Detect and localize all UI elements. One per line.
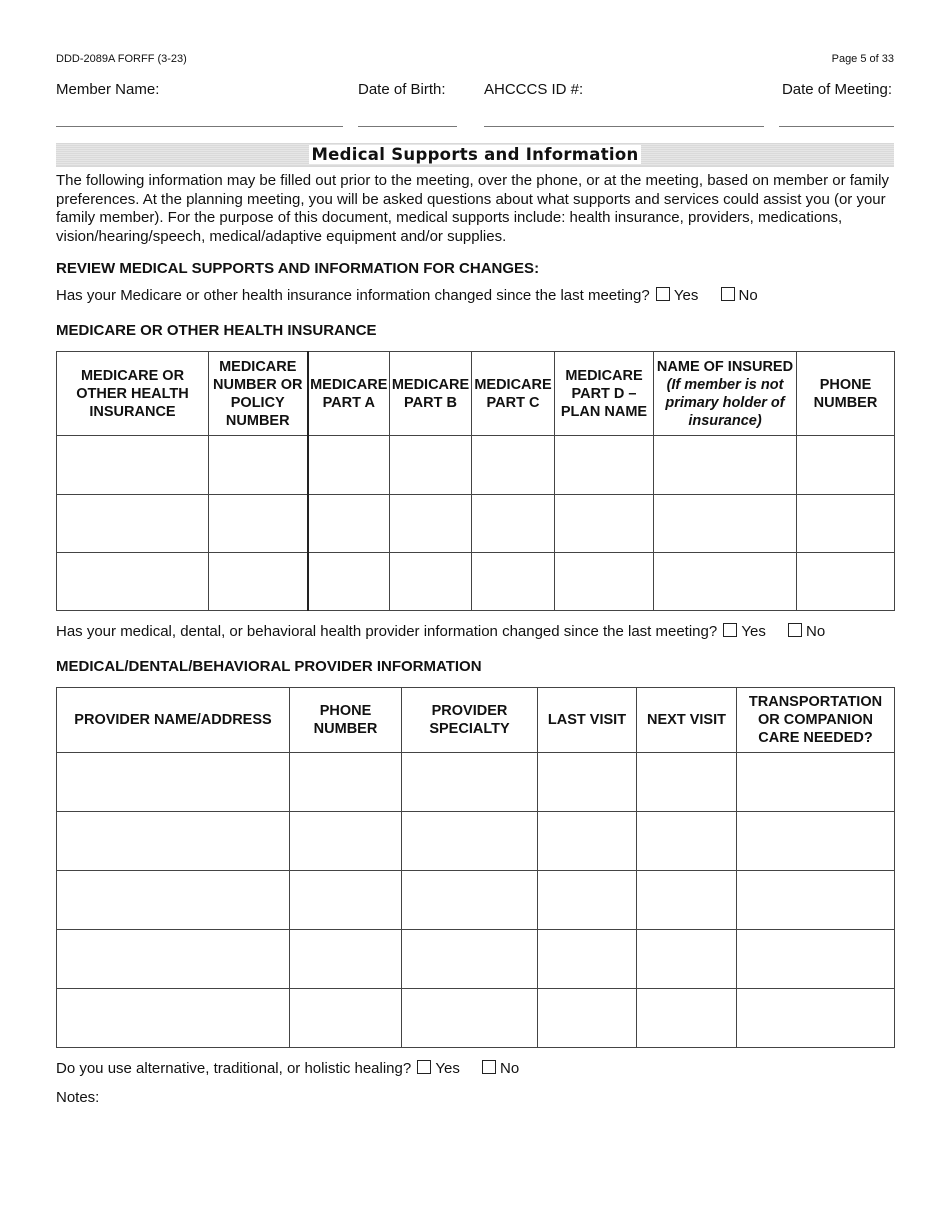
table-cell[interactable] [57, 553, 209, 611]
table-cell[interactable] [308, 436, 390, 495]
table-cell[interactable] [390, 553, 472, 611]
table-cell[interactable] [737, 989, 895, 1048]
col-next-visit: NEXT VISIT [637, 688, 737, 753]
date-of-birth-label: Date of Birth: [358, 81, 446, 98]
review-heading: REVIEW MEDICAL SUPPORTS AND INFORMATION FOR CHANGES: [56, 260, 540, 277]
question-provider-changed [56, 623, 825, 640]
question-provider-text: Has your medical, dental, or behavioral health provider information changed since the last meeting? [56, 623, 718, 640]
table-cell[interactable] [472, 553, 555, 611]
table-cell[interactable] [209, 495, 308, 553]
insurance-table [56, 351, 895, 611]
table-cell[interactable] [290, 930, 402, 989]
name-of-insured-note: (If member is not primary holder of insurance) [665, 376, 785, 429]
table-cell[interactable] [737, 930, 895, 989]
table-cell[interactable] [797, 553, 895, 611]
alternative-no-label: No [500, 1060, 520, 1077]
table-row [57, 871, 895, 930]
table-cell[interactable] [390, 436, 472, 495]
table-row [57, 753, 895, 812]
alternative-yes-option[interactable] [415, 1060, 459, 1077]
table-cell[interactable] [538, 753, 637, 812]
question-alternative-text: Do you use alternative, traditional, or holistic healing? [56, 1060, 412, 1077]
col-medicare-part-c: MEDICARE PART C [472, 352, 555, 436]
table-cell[interactable] [402, 753, 538, 812]
provider-no-label: No [806, 623, 826, 640]
table-cell[interactable] [555, 436, 654, 495]
table-cell[interactable] [797, 495, 895, 553]
table-cell[interactable] [390, 495, 472, 553]
notes-label: Notes: [56, 1089, 100, 1106]
table-row [57, 812, 895, 871]
alternative-no-checkbox[interactable] [482, 1060, 496, 1074]
table-cell[interactable] [637, 930, 737, 989]
section-banner [56, 143, 894, 167]
table-cell[interactable] [308, 495, 390, 553]
table-cell[interactable] [57, 930, 290, 989]
alternative-yes-label: Yes [435, 1060, 460, 1077]
table-cell[interactable] [654, 495, 797, 553]
table-cell[interactable] [472, 495, 555, 553]
table-cell[interactable] [797, 436, 895, 495]
table-cell[interactable] [654, 436, 797, 495]
col-medicare-part-b: MEDICARE PART B [390, 352, 472, 436]
insurance-yes-option[interactable] [654, 287, 698, 304]
col-last-visit: LAST VISIT [538, 688, 637, 753]
insurance-table-heading: MEDICARE OR OTHER HEALTH INSURANCE [56, 322, 377, 339]
table-cell[interactable] [402, 930, 538, 989]
table-cell[interactable] [290, 989, 402, 1048]
col-provider-phone: PHONE NUMBER [290, 688, 402, 753]
table-cell[interactable] [637, 871, 737, 930]
col-provider-name-address: PROVIDER NAME/ADDRESS [57, 688, 290, 753]
table-cell[interactable] [209, 553, 308, 611]
insurance-no-option[interactable] [719, 287, 758, 304]
table-cell[interactable] [555, 495, 654, 553]
ahcccs-id-field[interactable] [484, 126, 764, 127]
table-cell[interactable] [737, 812, 895, 871]
table-cell[interactable] [57, 871, 290, 930]
table-row [57, 989, 895, 1048]
form-id: DDD-2089A FORFF (3-23) [56, 53, 187, 65]
table-cell[interactable] [290, 871, 402, 930]
table-cell[interactable] [308, 553, 390, 611]
table-row [57, 495, 895, 553]
provider-no-checkbox[interactable] [788, 623, 802, 637]
table-row [57, 553, 895, 611]
col-medicare-part-a: MEDICARE PART A [308, 352, 390, 436]
ahcccs-id-label: AHCCCS ID #: [484, 81, 584, 98]
section-title: Medical Supports and Information [311, 145, 639, 164]
provider-no-option[interactable] [786, 623, 825, 640]
table-cell[interactable] [637, 753, 737, 812]
date-of-birth-field[interactable] [358, 126, 457, 127]
member-name-label: Member Name: [56, 81, 160, 98]
col-name-of-insured [654, 352, 797, 436]
intro-paragraph: The following information may be filled out prior to the meeting, over the phone, or at the meeting, based on member or family preferences. At the planning meeting, you will be asked questions about what supports and services could assist you (or your family member). For the purpose of this document, medical supports include: health insurance, providers, medications, vision/hearing/speech, medical/adaptive equipment and/or supplies. [56, 172, 889, 245]
table-row [57, 930, 895, 989]
table-cell[interactable] [402, 989, 538, 1048]
col-transportation: TRANSPORTATION OR COMPANION CARE NEEDED? [737, 688, 895, 753]
table-cell[interactable] [57, 753, 290, 812]
table-cell[interactable] [538, 812, 637, 871]
name-of-insured-label: NAME OF INSURED [656, 358, 794, 375]
table-cell[interactable] [290, 753, 402, 812]
alternative-no-option[interactable] [480, 1060, 519, 1077]
provider-yes-checkbox[interactable] [723, 623, 737, 637]
date-of-meeting-field[interactable] [779, 126, 894, 127]
table-row [57, 436, 895, 495]
table-cell[interactable] [402, 871, 538, 930]
table-cell[interactable] [57, 436, 209, 495]
table-cell[interactable] [538, 989, 637, 1048]
table-cell[interactable] [57, 989, 290, 1048]
col-medicare-or-other-insurance: MEDICARE OR OTHER HEALTH INSURANCE [57, 352, 209, 436]
col-medicare-part-d: MEDICARE PART D – PLAN NAME [555, 352, 654, 436]
table-cell[interactable] [209, 436, 308, 495]
insurance-no-checkbox[interactable] [721, 287, 735, 301]
table-cell[interactable] [637, 812, 737, 871]
table-cell[interactable] [290, 812, 402, 871]
col-provider-specialty: PROVIDER SPECIALTY [402, 688, 538, 753]
table-cell[interactable] [737, 753, 895, 812]
alternative-yes-checkbox[interactable] [417, 1060, 431, 1074]
insurance-yes-checkbox[interactable] [656, 287, 670, 301]
member-name-field[interactable] [56, 126, 343, 127]
page-number: Page 5 of 33 [831, 53, 894, 65]
table-cell[interactable] [57, 812, 290, 871]
question-alternative-healing [56, 1060, 519, 1077]
table-cell[interactable] [637, 989, 737, 1048]
question-insurance-text: Has your Medicare or other health insurance information changed since the last meeting? [56, 287, 650, 304]
table-cell[interactable] [472, 436, 555, 495]
table-cell[interactable] [538, 930, 637, 989]
provider-yes-option[interactable] [721, 623, 765, 640]
table-cell[interactable] [737, 871, 895, 930]
provider-table [56, 687, 895, 1048]
notes-area[interactable] [56, 1112, 894, 1212]
col-phone-number: PHONE NUMBER [797, 352, 895, 436]
table-cell[interactable] [555, 553, 654, 611]
insurance-yes-label: Yes [673, 287, 699, 304]
table-cell[interactable] [654, 553, 797, 611]
table-cell[interactable] [402, 812, 538, 871]
col-medicare-number: MEDICARE NUMBER OR POLICY NUMBER [209, 352, 308, 436]
question-insurance-changed [56, 287, 758, 304]
table-cell[interactable] [538, 871, 637, 930]
provider-table-heading: MEDICAL/DENTAL/BEHAVIORAL PROVIDER INFORMATION [56, 658, 482, 675]
date-of-meeting-label: Date of Meeting: [781, 81, 892, 98]
provider-yes-label: Yes [741, 623, 766, 640]
table-cell[interactable] [57, 495, 209, 553]
insurance-no-label: No [738, 287, 758, 304]
